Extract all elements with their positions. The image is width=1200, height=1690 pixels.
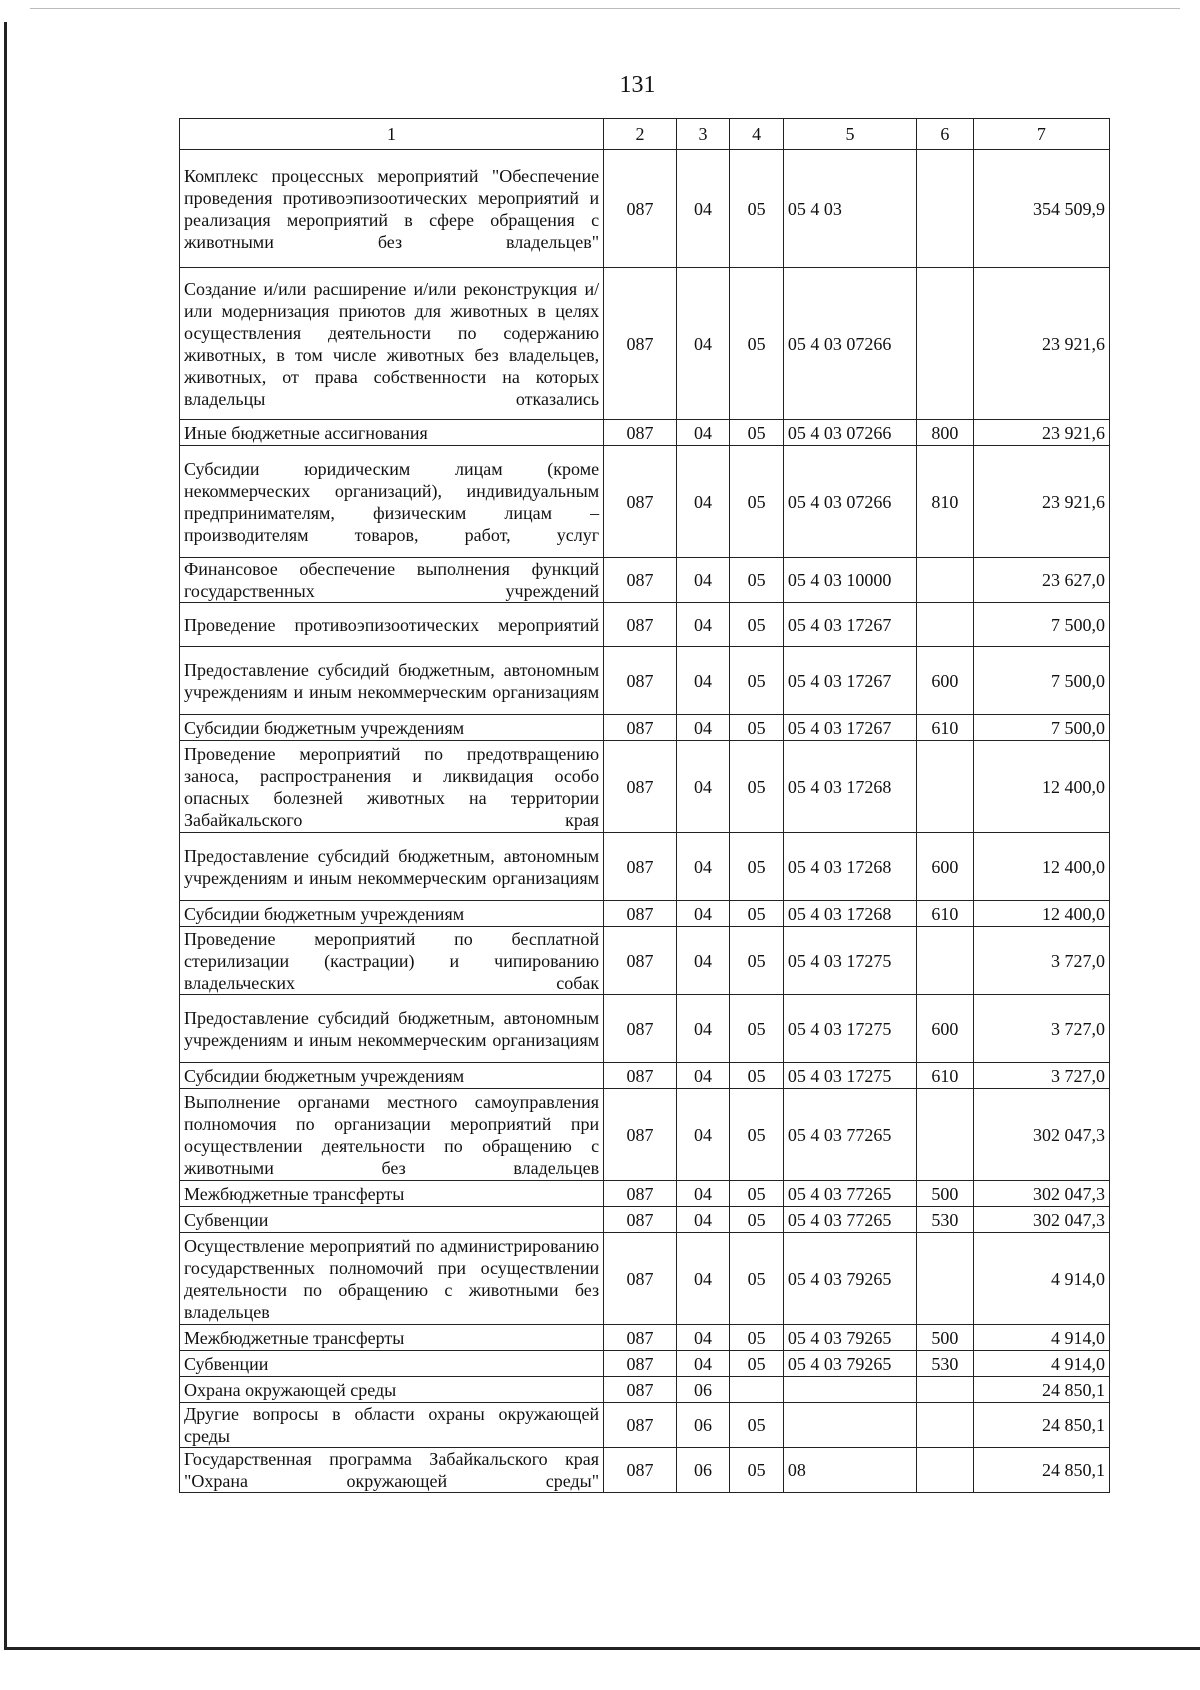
cell-name: Межбюджетные трансферты bbox=[180, 1325, 604, 1351]
table-row bbox=[180, 927, 1110, 995]
cell-name: Осуществление мероприятий по администрированию государственных полномочий при осуществлении деятельности по обращению с животными без владельцев bbox=[180, 1233, 604, 1325]
cell-csr: 08 bbox=[783, 1448, 916, 1493]
table-header bbox=[180, 119, 1110, 150]
cell-vr: 610 bbox=[917, 715, 974, 741]
header-row bbox=[180, 119, 1110, 150]
table-row bbox=[180, 995, 1110, 1063]
cell-name: Проведение мероприятий по бесплатной стерилизации (кастрации) и чипированию владельческих собак bbox=[180, 927, 604, 995]
cell-gr: 087 bbox=[604, 1181, 677, 1207]
cell-pr: 05 bbox=[730, 647, 784, 715]
cell-vr: 610 bbox=[917, 901, 974, 927]
cell-vr: 800 bbox=[917, 420, 974, 446]
cell-vr bbox=[917, 1089, 974, 1181]
cell-csr bbox=[783, 1403, 916, 1448]
cell-vr: 600 bbox=[917, 647, 974, 715]
cell-csr: 05 4 03 bbox=[783, 150, 916, 268]
cell-gr: 087 bbox=[604, 741, 677, 833]
table-row bbox=[180, 647, 1110, 715]
cell-vr bbox=[917, 603, 974, 647]
cell-vr: 500 bbox=[917, 1181, 974, 1207]
cell-amount: 23 921,6 bbox=[973, 446, 1109, 558]
cell-name: Субсидии юридическим лицам (кроме некоммерческих организаций), индивидуальным предпринимателям, физическим лицам – производителям товаров, работ, услуг bbox=[180, 446, 604, 558]
cell-vr bbox=[917, 1377, 974, 1403]
cell-rz: 04 bbox=[676, 1325, 730, 1351]
cell-csr: 05 4 03 07266 bbox=[783, 268, 916, 420]
cell-amount: 4 914,0 bbox=[973, 1351, 1109, 1377]
table-row bbox=[180, 1377, 1110, 1403]
cell-gr: 087 bbox=[604, 603, 677, 647]
cell-rz: 04 bbox=[676, 715, 730, 741]
cell-rz: 04 bbox=[676, 901, 730, 927]
cell-gr: 087 bbox=[604, 901, 677, 927]
cell-gr: 087 bbox=[604, 995, 677, 1063]
cell-rz: 04 bbox=[676, 833, 730, 901]
cell-vr bbox=[917, 1403, 974, 1448]
cell-vr: 500 bbox=[917, 1325, 974, 1351]
table-row bbox=[180, 1063, 1110, 1089]
cell-rz: 04 bbox=[676, 741, 730, 833]
table-row bbox=[180, 1325, 1110, 1351]
table-row bbox=[180, 1233, 1110, 1325]
cell-rz: 04 bbox=[676, 1089, 730, 1181]
table-row bbox=[180, 1207, 1110, 1233]
cell-gr: 087 bbox=[604, 1207, 677, 1233]
cell-rz: 04 bbox=[676, 150, 730, 268]
cell-name: Субсидии бюджетным учреждениям bbox=[180, 715, 604, 741]
cell-rz: 04 bbox=[676, 1207, 730, 1233]
cell-pr: 05 bbox=[730, 1207, 784, 1233]
cell-csr bbox=[783, 1377, 916, 1403]
cell-name: Предоставление субсидий бюджетным, автономным учреждениям и иным некоммерческим организациям bbox=[180, 647, 604, 715]
cell-name: Охрана окружающей среды bbox=[180, 1377, 604, 1403]
cell-name: Комплекс процессных мероприятий "Обеспечение проведения противоэпизоотических мероприятий и реализация мероприятий в сфере обращения с животными без владельцев" bbox=[180, 150, 604, 268]
cell-gr: 087 bbox=[604, 1233, 677, 1325]
cell-rz: 06 bbox=[676, 1448, 730, 1493]
cell-gr: 087 bbox=[604, 1063, 677, 1089]
cell-rz: 06 bbox=[676, 1403, 730, 1448]
cell-pr: 05 bbox=[730, 833, 784, 901]
table-row bbox=[180, 150, 1110, 268]
cell-pr: 05 bbox=[730, 901, 784, 927]
cell-gr: 087 bbox=[604, 1448, 677, 1493]
cell-csr: 05 4 03 17268 bbox=[783, 741, 916, 833]
cell-gr: 087 bbox=[604, 1089, 677, 1181]
cell-vr: 600 bbox=[917, 995, 974, 1063]
cell-gr: 087 bbox=[604, 150, 677, 268]
table-row bbox=[180, 268, 1110, 420]
cell-name: Финансовое обеспечение выполнения функций государственных учреждений bbox=[180, 558, 604, 603]
cell-vr: 600 bbox=[917, 833, 974, 901]
cell-csr: 05 4 03 77265 bbox=[783, 1089, 916, 1181]
cell-name: Межбюджетные трансферты bbox=[180, 1181, 604, 1207]
cell-vr: 610 bbox=[917, 1063, 974, 1089]
scan-border-bottom bbox=[4, 1647, 1200, 1650]
cell-amount: 302 047,3 bbox=[973, 1207, 1109, 1233]
cell-name: Создание и/или расширение и/или реконструкция и/или модернизация приютов для животных в целях осуществления деятельности по содержанию животных, в том числе животных без владельцев, животных, от права собственности на которых владельцы отказались bbox=[180, 268, 604, 420]
cell-rz: 04 bbox=[676, 603, 730, 647]
cell-pr: 05 bbox=[730, 1089, 784, 1181]
cell-rz: 04 bbox=[676, 446, 730, 558]
header-col-1: 1 bbox=[180, 119, 604, 150]
cell-amount: 23 921,6 bbox=[973, 420, 1109, 446]
cell-amount: 302 047,3 bbox=[973, 1089, 1109, 1181]
cell-gr: 087 bbox=[604, 1325, 677, 1351]
cell-name: Государственная программа Забайкальского края "Охрана окружающей среды" bbox=[180, 1448, 604, 1493]
cell-pr: 05 bbox=[730, 1403, 784, 1448]
cell-csr: 05 4 03 77265 bbox=[783, 1207, 916, 1233]
cell-gr: 087 bbox=[604, 647, 677, 715]
cell-amount: 12 400,0 bbox=[973, 901, 1109, 927]
cell-gr: 087 bbox=[604, 268, 677, 420]
cell-name: Предоставление субсидий бюджетным, автономным учреждениям и иным некоммерческим организациям bbox=[180, 995, 604, 1063]
cell-pr bbox=[730, 1377, 784, 1403]
cell-pr: 05 bbox=[730, 1325, 784, 1351]
cell-pr: 05 bbox=[730, 268, 784, 420]
cell-pr: 05 bbox=[730, 715, 784, 741]
cell-pr: 05 bbox=[730, 446, 784, 558]
table-row bbox=[180, 1448, 1110, 1493]
cell-amount: 7 500,0 bbox=[973, 715, 1109, 741]
table-body bbox=[180, 150, 1110, 1493]
cell-name: Иные бюджетные ассигнования bbox=[180, 420, 604, 446]
cell-csr: 05 4 03 17268 bbox=[783, 833, 916, 901]
table-row bbox=[180, 1181, 1110, 1207]
header-col-4: 4 bbox=[730, 119, 784, 150]
table-row bbox=[180, 603, 1110, 647]
cell-rz: 04 bbox=[676, 420, 730, 446]
cell-amount: 4 914,0 bbox=[973, 1233, 1109, 1325]
cell-name: Предоставление субсидий бюджетным, автономным учреждениям и иным некоммерческим организациям bbox=[180, 833, 604, 901]
cell-name: Субвенции bbox=[180, 1207, 604, 1233]
cell-gr: 087 bbox=[604, 558, 677, 603]
cell-amount: 3 727,0 bbox=[973, 995, 1109, 1063]
cell-gr: 087 bbox=[604, 446, 677, 558]
cell-amount: 24 850,1 bbox=[973, 1377, 1109, 1403]
cell-pr: 05 bbox=[730, 420, 784, 446]
cell-rz: 04 bbox=[676, 268, 730, 420]
cell-vr: 530 bbox=[917, 1351, 974, 1377]
cell-amount: 24 850,1 bbox=[973, 1448, 1109, 1493]
cell-csr: 05 4 03 79265 bbox=[783, 1325, 916, 1351]
table-row bbox=[180, 741, 1110, 833]
budget-table bbox=[179, 118, 1110, 1493]
header-col-2: 2 bbox=[604, 119, 677, 150]
cell-gr: 087 bbox=[604, 1403, 677, 1448]
cell-csr: 05 4 03 79265 bbox=[783, 1233, 916, 1325]
header-col-5: 5 bbox=[783, 119, 916, 150]
cell-vr bbox=[917, 150, 974, 268]
table-row bbox=[180, 715, 1110, 741]
cell-vr bbox=[917, 1448, 974, 1493]
cell-amount: 24 850,1 bbox=[973, 1403, 1109, 1448]
cell-amount: 12 400,0 bbox=[973, 833, 1109, 901]
cell-csr: 05 4 03 07266 bbox=[783, 446, 916, 558]
table-row bbox=[180, 558, 1110, 603]
cell-amount: 23 627,0 bbox=[973, 558, 1109, 603]
cell-pr: 05 bbox=[730, 927, 784, 995]
cell-pr: 05 bbox=[730, 603, 784, 647]
cell-rz: 04 bbox=[676, 1063, 730, 1089]
cell-csr: 05 4 03 17275 bbox=[783, 995, 916, 1063]
table-row bbox=[180, 446, 1110, 558]
cell-csr: 05 4 03 07266 bbox=[783, 420, 916, 446]
table-row bbox=[180, 1351, 1110, 1377]
cell-pr: 05 bbox=[730, 995, 784, 1063]
cell-rz: 04 bbox=[676, 1351, 730, 1377]
cell-gr: 087 bbox=[604, 715, 677, 741]
cell-csr: 05 4 03 17275 bbox=[783, 927, 916, 995]
table-row bbox=[180, 901, 1110, 927]
cell-rz: 04 bbox=[676, 927, 730, 995]
cell-amount: 3 727,0 bbox=[973, 1063, 1109, 1089]
cell-pr: 05 bbox=[730, 150, 784, 268]
cell-amount: 302 047,3 bbox=[973, 1181, 1109, 1207]
cell-csr: 05 4 03 79265 bbox=[783, 1351, 916, 1377]
cell-vr bbox=[917, 927, 974, 995]
cell-gr: 087 bbox=[604, 1351, 677, 1377]
cell-name: Проведение мероприятий по предотвращению заноса, распространения и ликвидация особо опасных болезней животных на территории Забайкальского края bbox=[180, 741, 604, 833]
cell-name: Субсидии бюджетным учреждениям bbox=[180, 901, 604, 927]
cell-pr: 05 bbox=[730, 558, 784, 603]
cell-pr: 05 bbox=[730, 1063, 784, 1089]
cell-amount: 354 509,9 bbox=[973, 150, 1109, 268]
table-row bbox=[180, 833, 1110, 901]
cell-rz: 04 bbox=[676, 647, 730, 715]
header-col-6: 6 bbox=[917, 119, 974, 150]
cell-gr: 087 bbox=[604, 833, 677, 901]
cell-name: Другие вопросы в области охраны окружающей среды bbox=[180, 1403, 604, 1448]
cell-csr: 05 4 03 17275 bbox=[783, 1063, 916, 1089]
cell-rz: 06 bbox=[676, 1377, 730, 1403]
cell-pr: 05 bbox=[730, 1351, 784, 1377]
page-number: 131 bbox=[619, 72, 656, 98]
cell-name: Выполнение органами местного самоуправления полномочия по организации мероприятий при осуществлении деятельности по обращению с животными без владельцев bbox=[180, 1089, 604, 1181]
cell-amount: 3 727,0 bbox=[973, 927, 1109, 995]
cell-amount: 12 400,0 bbox=[973, 741, 1109, 833]
scan-edge-top bbox=[30, 8, 1180, 9]
cell-csr: 05 4 03 17267 bbox=[783, 715, 916, 741]
cell-gr: 087 bbox=[604, 1377, 677, 1403]
cell-pr: 05 bbox=[730, 741, 784, 833]
cell-rz: 04 bbox=[676, 995, 730, 1063]
cell-gr: 087 bbox=[604, 420, 677, 446]
cell-csr: 05 4 03 17267 bbox=[783, 647, 916, 715]
cell-pr: 05 bbox=[730, 1448, 784, 1493]
cell-gr: 087 bbox=[604, 927, 677, 995]
cell-amount: 23 921,6 bbox=[973, 268, 1109, 420]
cell-vr bbox=[917, 1233, 974, 1325]
cell-vr bbox=[917, 741, 974, 833]
cell-rz: 04 bbox=[676, 1233, 730, 1325]
cell-pr: 05 bbox=[730, 1181, 784, 1207]
cell-csr: 05 4 03 17267 bbox=[783, 603, 916, 647]
cell-vr: 810 bbox=[917, 446, 974, 558]
table-row bbox=[180, 1089, 1110, 1181]
table-row bbox=[180, 1403, 1110, 1448]
cell-csr: 05 4 03 10000 bbox=[783, 558, 916, 603]
cell-name: Субвенции bbox=[180, 1351, 604, 1377]
cell-amount: 7 500,0 bbox=[973, 647, 1109, 715]
cell-pr: 05 bbox=[730, 1233, 784, 1325]
header-col-7: 7 bbox=[973, 119, 1109, 150]
cell-name: Субсидии бюджетным учреждениям bbox=[180, 1063, 604, 1089]
header-col-3: 3 bbox=[676, 119, 730, 150]
cell-amount: 4 914,0 bbox=[973, 1325, 1109, 1351]
cell-csr: 05 4 03 77265 bbox=[783, 1181, 916, 1207]
cell-vr: 530 bbox=[917, 1207, 974, 1233]
cell-rz: 04 bbox=[676, 558, 730, 603]
cell-csr: 05 4 03 17268 bbox=[783, 901, 916, 927]
cell-vr bbox=[917, 268, 974, 420]
cell-vr bbox=[917, 558, 974, 603]
cell-name: Проведение противоэпизоотических мероприятий bbox=[180, 603, 604, 647]
scan-border-left bbox=[4, 22, 7, 1650]
table-row bbox=[180, 420, 1110, 446]
cell-amount: 7 500,0 bbox=[973, 603, 1109, 647]
cell-rz: 04 bbox=[676, 1181, 730, 1207]
